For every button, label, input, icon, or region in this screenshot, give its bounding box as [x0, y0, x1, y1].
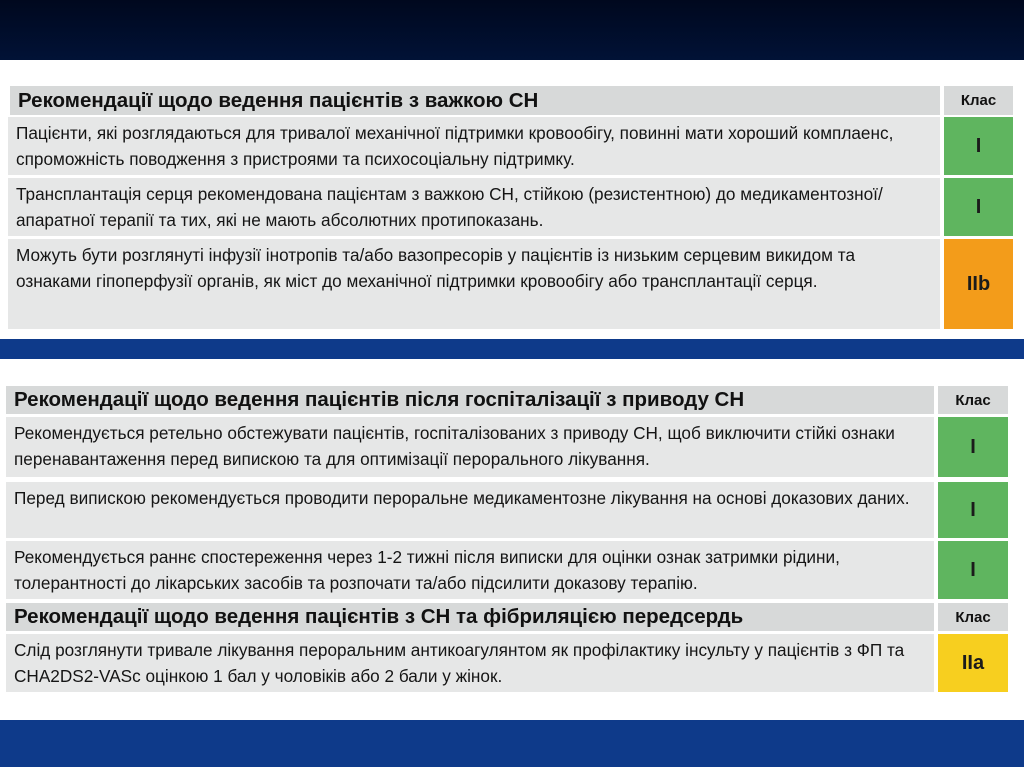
- panel-post-hospitalization: [0, 359, 1024, 720]
- table2-row-3-text: Рекомендується раннє спостереження через 1-2 тижні після виписки для оцінки ознак затримки рідини, толерантності до лікарських засобів та розпочати та/або підсилити доказову терапію.: [6, 541, 934, 599]
- table3-class-label: Клас: [938, 603, 1008, 631]
- table3-row-1-class-badge: IIa: [938, 634, 1008, 692]
- slide-bottom-band: [0, 720, 1024, 767]
- table1-class-label: Клас: [944, 86, 1013, 115]
- slide-top-band: [0, 0, 1024, 60]
- table1-row-2-text: Трансплантація серця рекомендована пацієнтам з важкою СН, стійкою (резистентною) до медикаментозної/апаратної терапії та тих, які не мають абсолютних протипоказань.: [8, 178, 940, 236]
- table1-row-3-text: Можуть бути розглянуті інфузії інотропів та/або вазопресорів у пацієнтів із низьким серцевим викидом та ознаками гіпоперфузії органів, як міст до механічної підтримки кровообігу або трансплантації серця.: [8, 239, 940, 329]
- table2-class-label: Клас: [938, 386, 1008, 414]
- table2-row-1-text: Рекомендується ретельно обстежувати пацієнтів, госпіталізованих з приводу СН, щоб виключити стійкі ознаки перенавантаження перед випискою та для оптимізації перорального лікування.: [6, 417, 934, 477]
- table1-row-2-class-badge: I: [944, 178, 1013, 236]
- table2-row-2-text: Перед випискою рекомендується проводити пероральне медикаментозне лікування на основі доказових даних.: [6, 482, 934, 538]
- table2-row-2-class-badge: I: [938, 482, 1008, 538]
- table1-header: Рекомендації щодо ведення пацієнтів з важкою СН: [10, 86, 940, 115]
- table1-row-3-class-badge: IIb: [944, 239, 1013, 329]
- table1-row-1-text: Пацієнти, які розглядаються для тривалої механічної підтримки кровообігу, повинні мати хороший комплаенс, спроможність поводження з пристроями та психосоціальну підтримку.: [8, 117, 940, 175]
- table2-header: Рекомендації щодо ведення пацієнтів після госпіталізації з приводу СН: [6, 386, 934, 414]
- panel-severe-hf: [0, 60, 1024, 339]
- table3-header: Рекомендації щодо ведення пацієнтів з СН та фібриляцією передсердь: [6, 603, 934, 631]
- table2-row-1-class-badge: I: [938, 417, 1008, 477]
- table2-row-3-class-badge: I: [938, 541, 1008, 599]
- table1-row-1-class-badge: I: [944, 117, 1013, 175]
- table3-row-1-text: Слід розглянути тривале лікування пероральним антикоагулянтом як профілактику інсульту у пацієнтів з ФП та CHA2DS2-VASc оцінкою 1 бал у чоловіків або 2 бали у жінок.: [6, 634, 934, 692]
- slide-divider-band: [0, 339, 1024, 359]
